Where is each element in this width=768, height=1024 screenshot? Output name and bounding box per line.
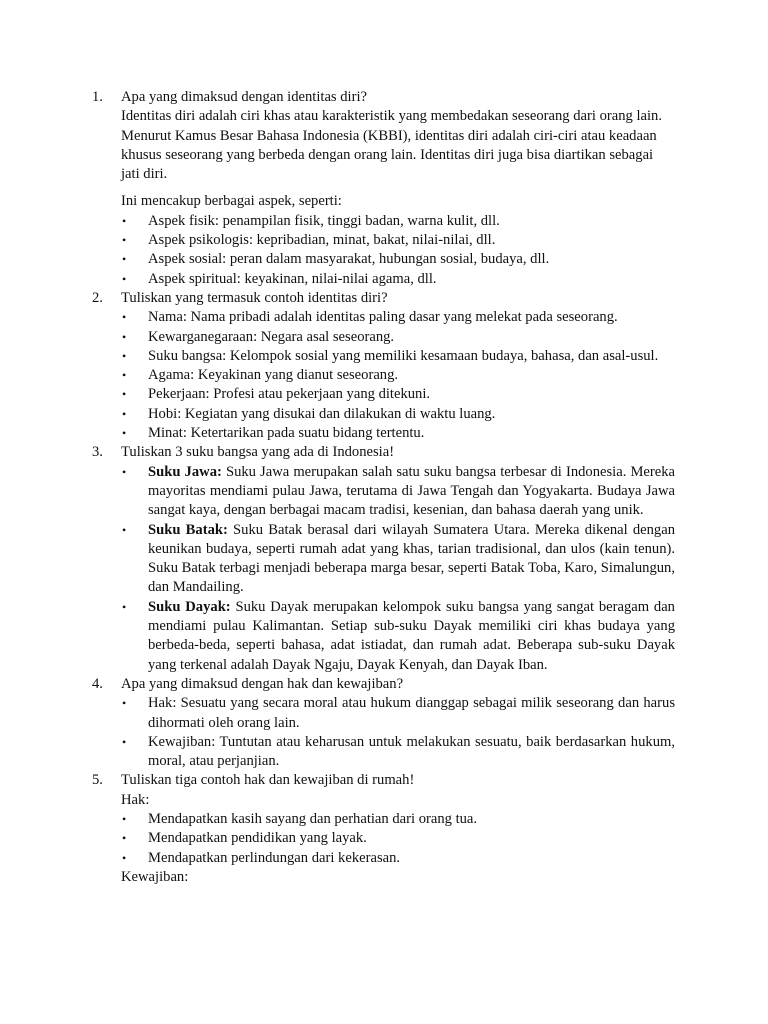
bullet-list (121, 308, 675, 443)
question-item-5 (90, 771, 675, 887)
question-text: Apa yang dimaksud dengan identitas diri? (121, 89, 368, 105)
list-item: • Suku Dayak: Suku Dayak merupakan kelompok suku bangsa yang sangat beragam dan mendiami pulau Kalimantan. Setiap sub-suku Dayak memiliki ciri khas budaya yang berbeda-beda, seperti bahasa, adat istiadat, dan rumah adat. Beberapa sub-suku Dayak yang terkenal adalah Dayak Ngaju, Dayak Kenyah, dan Dayak Iban. (122, 598, 675, 673)
bullet-icon: • (122, 522, 127, 537)
list-item: • Suku Jawa: Suku Jawa merupakan salah satu suku bangsa terbesar di Indonesia. Mereka mayoritas mendiami pulau Jawa, terutama di Jawa Tengah dan Yogyakarta. Budaya Jawa sangat kaya, dengan berbagai macam tradisi, kesenian, dan bahasa daerah yang unik. (122, 463, 676, 519)
bullet-icon: • (122, 831, 127, 846)
bullet-icon: • (122, 271, 127, 286)
list-item: • Mendapatkan perlindungan dari kekerasan. (121, 849, 675, 868)
list-item: • Kewajiban: Tuntutan atau keharusan untuk melakukan sesuatu, baik berdasarkan hukum, moral, atau perjanjian. (122, 733, 675, 770)
ethnic-group-name: Suku Dayak: (148, 598, 231, 615)
document-content (90, 88, 675, 887)
bullet-icon: • (122, 329, 127, 344)
bullet-icon: • (122, 696, 127, 711)
question-number: 4. (92, 675, 103, 692)
bullet-icon: • (122, 464, 127, 479)
bullet-icon: • (122, 213, 127, 228)
bullet-icon: • (122, 310, 127, 325)
list-item: • Hobi: Kegiatan yang disukai dan dilakukan di waktu luang. (121, 405, 675, 424)
question-item-1 (90, 88, 675, 289)
bullet-icon: • (122, 233, 127, 248)
bullet-icon: • (122, 811, 127, 826)
bullet-icon: • (122, 252, 127, 267)
question-text: Tuliskan 3 suku bangsa yang ada di Indonesia! (121, 444, 395, 461)
question-number: 5. (92, 772, 103, 789)
list-item: • Aspek fisik: penampilan fisik, tinggi badan, warna kulit, dll. (121, 212, 675, 231)
list-item: • Hak: Sesuatu yang secara moral atau hukum dianggap sebagai milik seseorang dan harus dihormati oleh orang lain. (122, 695, 675, 731)
bullet-icon: • (122, 850, 127, 865)
bullet-list (121, 212, 675, 289)
question-text: Tuliskan tiga contoh hak dan kewajiban di rumah! (121, 772, 415, 789)
question-text: Tuliskan yang termasuk contoh identitas diri? (121, 289, 388, 306)
bullet-icon: • (122, 426, 127, 441)
list-item: • Aspek psikologis: kepribadian, minat, bakat, nilai-nilai, dll. (121, 231, 675, 250)
bullet-list (121, 810, 675, 868)
question-number: 2. (92, 289, 103, 306)
bullet-icon: • (122, 368, 127, 383)
bullet-icon: • (122, 348, 127, 363)
bullet-icon: • (122, 406, 127, 421)
list-item: • Aspek sosial: peran dalam masyarakat, hubungan sosial, budaya, dll. (121, 250, 675, 269)
ethnic-group-name: Suku Jawa: (148, 463, 222, 480)
question-number: 3. (92, 444, 103, 461)
list-item: • Aspek spiritual: keyakinan, nilai-nilai agama, dll. (121, 270, 675, 289)
question-item-3 (90, 443, 675, 675)
list-item: • Agama: Keyakinan yang dianut seseorang. (121, 366, 675, 385)
list-item: • Pekerjaan: Profesi atau pekerjaan yang ditekuni. (121, 385, 675, 404)
list-item: • Minat: Ketertarikan pada suatu bidang tertentu. (121, 424, 675, 443)
bullet-icon: • (122, 387, 127, 402)
kewajiban-label: Kewajiban: (121, 868, 189, 885)
list-item: • Mendapatkan kasih sayang dan perhatian dari orang tua. (121, 810, 675, 829)
list-item: • Suku Batak: Suku Batak berasal dari wilayah Sumatera Utara. Mereka dikenal dengan keunikan budaya, seperti rumah adat yang khas, tarian tradisional, dan ulos (kain tenun). Suku Batak terbagi menjadi beberapa marga besar, seperti Batak Toba, Karo, Simalungun, dan Mandailing. (122, 521, 675, 596)
ethnic-group-name: Suku Batak: (148, 521, 228, 538)
answer-intro: Ini mencakup berbagai aspek, seperti: (121, 193, 342, 210)
bullet-list (121, 463, 675, 675)
hak-label: Hak: (121, 791, 150, 808)
answer-paragraph: Identitas diri adalah ciri khas atau karakteristik yang membedakan seseorang dari orang lain. Menurut Kamus Besar Bahasa Indonesia (KBBI), identitas diri adalah ciri-ciri atau keadaan khusus seseorang yang berbeda dengan orang lain. Identitas diri juga bisa diartikan sebagai jati diri. (121, 108, 662, 183)
bullet-list (121, 694, 675, 771)
list-item: • Nama: Nama pribadi adalah identitas paling dasar yang melekat pada seseorang. (121, 308, 675, 327)
question-text: Apa yang dimaksud dengan hak dan kewajiban? (121, 675, 404, 692)
bullet-icon: • (122, 599, 127, 614)
question-number: 1. (92, 89, 103, 105)
list-item: • Kewarganegaraan: Negara asal seseorang. (121, 328, 675, 347)
question-item-4 (90, 675, 675, 771)
question-item-2 (90, 289, 675, 443)
list-item: • Suku bangsa: Kelompok sosial yang memiliki kesamaan budaya, bahasa, dan asal-usul. (121, 347, 675, 366)
bullet-icon: • (122, 734, 127, 749)
list-item: • Mendapatkan pendidikan yang layak. (121, 829, 675, 848)
